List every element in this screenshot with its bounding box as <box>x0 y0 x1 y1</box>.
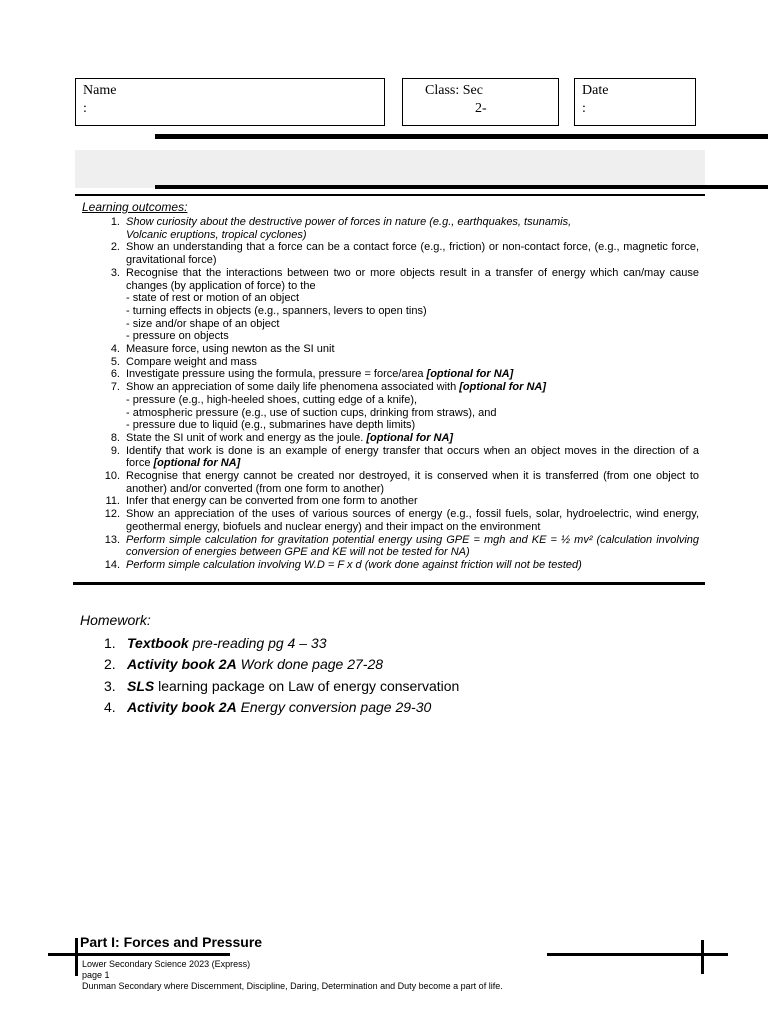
homework-resource: Activity book 2A <box>127 656 237 673</box>
outcome-item <box>100 470 699 495</box>
outcome-text <box>126 216 699 229</box>
outcome-number: 6. <box>110 368 120 381</box>
outcome-number: 5. <box>110 355 120 368</box>
outcome-text-main: Measure force, using newton as the SI unit <box>126 343 335 356</box>
outcome-text-main: Compare weight and mass <box>126 355 257 368</box>
learning-outcomes-title: Learning outcomes: <box>82 200 188 214</box>
class-label: Class: Sec <box>425 83 483 98</box>
outcome-number: 13. <box>104 533 120 546</box>
outcome-subpoint: - atmospheric pressure (e.g., use of suction cups, drinking from straws), and <box>126 406 497 419</box>
outcome-subpoint: - pressure (e.g., high-heeled shoes, cutting edge of a knife), <box>126 393 418 406</box>
outcome-number: 12. <box>104 508 120 521</box>
outcome-subpoint: - turning effects in objects (e.g., spanners, levers to open tins) <box>126 304 427 317</box>
outcome-text <box>126 508 699 533</box>
footer-left-tick <box>75 938 78 976</box>
outcome-text <box>126 432 699 445</box>
outcome-text-main: Show curiosity about the destructive power of forces in nature (e.g., earthquakes, tsunamis, <box>126 216 572 228</box>
date-value: : <box>582 101 586 116</box>
class-value: 2- <box>475 101 487 116</box>
outcome-text <box>126 559 699 572</box>
outcome-text-main: Investigate pressure using the formula, pressure = force/area <box>126 368 427 381</box>
outcome-text-main: Infer that energy can be converted from one form to another <box>126 495 418 508</box>
learning-outcomes-list <box>100 216 699 572</box>
outcome-subpoint: - pressure due to liquid (e.g., submarines have depth limits) <box>126 419 416 432</box>
name-box <box>75 78 385 126</box>
outcome-item <box>100 267 699 343</box>
footer-course: Lower Secondary Science 2023 (Express) <box>82 959 251 969</box>
outcome-number: 14. <box>104 558 120 571</box>
outcome-text-main: Identify that work is done is an example of energy transfer that occurs when an object moves in the direction of a force <box>126 444 699 470</box>
outcome-item <box>100 508 699 533</box>
date-box <box>574 78 696 126</box>
outcome-item <box>100 381 699 432</box>
homework-number: 1. <box>104 635 116 651</box>
outcome-text <box>126 368 699 381</box>
outcome-number: 1. <box>110 216 120 228</box>
outcome-text <box>126 381 699 394</box>
outcome-number: 10. <box>104 470 120 483</box>
outcome-item <box>100 432 699 445</box>
optional-tag: [optional for NA] <box>459 381 547 394</box>
homework-task: Work done page 27-28 <box>236 656 384 673</box>
outcome-item <box>100 216 699 241</box>
class-box <box>402 78 559 126</box>
homework-item <box>104 697 459 718</box>
name-label: Name <box>83 83 117 98</box>
outcome-item <box>100 241 699 266</box>
outcome-text <box>126 241 699 266</box>
homework-number: 4. <box>104 698 116 715</box>
homework-task: pre-reading pg 4 – 33 <box>188 635 327 651</box>
outcome-item <box>100 445 699 470</box>
date-label: Date <box>582 83 609 98</box>
title-band <box>75 150 705 188</box>
footer-right-tick <box>701 940 704 974</box>
outcome-text-main: Recognise that energy cannot be created nor destroyed, it is conserved when it is transferred (from one object to another) and/or converted (from one form to another) <box>126 470 699 495</box>
outcome-item <box>100 534 699 559</box>
homework-task: learning package on Law of energy conservation <box>154 677 460 694</box>
band-divider-bar <box>155 185 768 189</box>
outcome-text-line2: Volcanic eruptions, tropical cyclones) <box>126 228 307 241</box>
optional-tag: [optional for NA] <box>153 457 241 470</box>
name-value: : <box>83 101 87 116</box>
outcome-text-main: Perform simple calculation involving W.D = F x d (work done against friction will not be tested) <box>126 558 582 571</box>
homework-resource: SLS <box>127 677 155 694</box>
homework-number: 2. <box>104 656 116 673</box>
homework-resource: Activity book 2A <box>127 698 237 715</box>
outcome-text-main: Show an appreciation of the uses of various sources of energy (e.g., fossil fuels, solar, hydroelectric, wind energy, geothermal energy, biofuels and nuclear energy) and their impact on the environment <box>126 508 699 533</box>
outcomes-bottom-bar <box>73 582 705 585</box>
homework-item <box>104 676 459 697</box>
top-divider-bar <box>155 134 768 139</box>
outcome-number: 2. <box>110 241 120 254</box>
outcome-text <box>126 534 699 559</box>
part-title: Part I: Forces and Pressure <box>80 934 263 950</box>
outcome-number: 8. <box>110 431 120 444</box>
homework-item <box>104 633 459 654</box>
footer-left-line <box>48 953 230 956</box>
outcome-number: 9. <box>110 444 120 457</box>
outcome-text-main: State the SI unit of work and energy as the joule. <box>126 431 367 444</box>
outcome-text <box>126 495 699 508</box>
outcome-item <box>100 559 699 572</box>
outcome-text-main: Show an understanding that a force can be a contact force (e.g., friction) or non-contact force, (e.g., magnetic force, gravitational force) <box>126 241 699 267</box>
outcome-number: 3. <box>110 266 120 279</box>
homework-resource: Textbook <box>127 635 189 651</box>
footer-motto: Dunman Secondary where Discernment, Discipline, Daring, Determination and Duty become a part of life. <box>82 981 503 991</box>
outcome-subpoint: - pressure on objects <box>126 330 229 343</box>
outcome-item <box>100 343 699 356</box>
homework-list <box>104 633 459 718</box>
outcome-text-main: Perform simple calculation for gravitation potential energy using GPE = mgh and KE = ½ mv² (calculation involving conversion of energies between GPE and KE will not be tested for NA) <box>126 533 699 559</box>
homework-item <box>104 654 459 675</box>
outcome-number: 7. <box>110 381 120 394</box>
outcome-number: 4. <box>110 343 120 356</box>
outcome-text <box>126 267 699 292</box>
outcome-item <box>100 356 699 369</box>
footer-page: page 1 <box>82 970 110 980</box>
homework-number: 3. <box>104 677 116 694</box>
optional-tag: [optional for NA] <box>366 431 454 444</box>
outcome-subpoint: - state of rest or motion of an object <box>126 292 300 305</box>
outcome-text-main: Show an appreciation of some daily life phenomena associated with <box>126 381 460 394</box>
outcome-text <box>126 356 699 369</box>
outcome-item <box>100 368 699 381</box>
outcome-number: 11. <box>105 495 120 508</box>
outcome-text-main: Recognise that the interactions between two or more objects result in a transfer of energy which can/may cause changes (by application of force) to the <box>126 266 699 292</box>
outcome-text <box>126 470 699 495</box>
outcome-text <box>126 445 699 470</box>
homework-title: Homework: <box>80 612 151 628</box>
homework-task: Energy conversion page 29-30 <box>236 698 432 715</box>
outcome-item <box>100 495 699 508</box>
optional-tag: [optional for NA] <box>426 368 514 381</box>
outcome-subpoint: - size and/or shape of an object <box>126 317 280 330</box>
outcome-text <box>126 343 699 356</box>
band-divider-bar-thin <box>75 194 705 196</box>
